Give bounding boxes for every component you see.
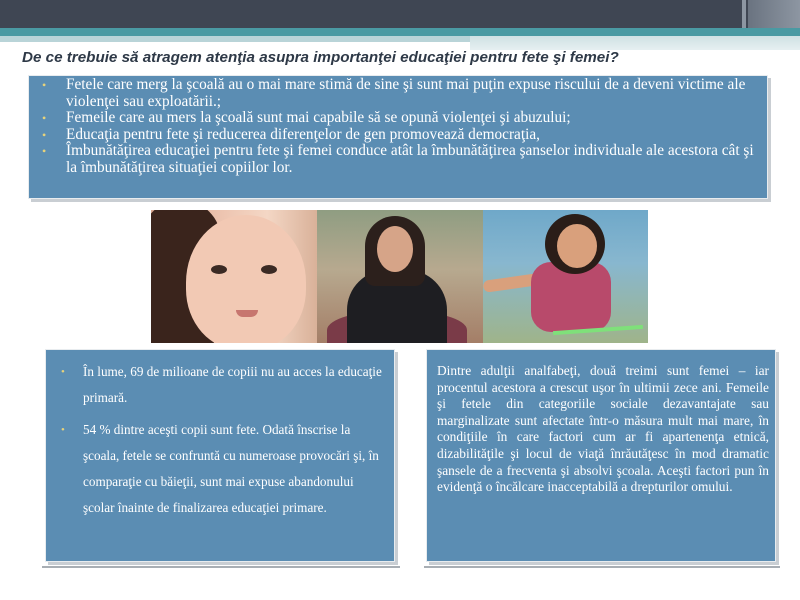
top-bullet-item: • Educaţia pentru fete şi reducerea diferenţelor de gen promovează democraţia, — [66, 127, 760, 144]
right-panel-underline — [424, 566, 780, 568]
photo-shape-mouth — [236, 310, 258, 317]
top-bullet-item: • Fetele care merg la şcoală au o mai mare stimă de sine şi sunt mai puţin expuse riscului de a deveni victime ale violenţei sau exploatării.; — [66, 77, 760, 110]
photo-shape-eye — [211, 265, 227, 274]
header-bar — [0, 0, 800, 28]
photo-shape-face — [377, 226, 413, 272]
left-panel-underline — [42, 566, 400, 568]
photo-girl-portrait-closeup — [151, 210, 317, 343]
right-panel-paragraph: Dintre adulţii analfabeţi, două treimi sunt femei – iar procentul acestora a crescut uşor în ultimii zece ani. Femeile şi fetele din categoriile sociale dezavantajate sau marginalizate sunt afectate într-o măsura mult mai mare, în condiţiile în care factori cum ar fi apartenenţa etnică, dizabilităţile şi locul de viaţă înrăutăţesc în mod dramatic şansele de a frecventa şi absolvi şcoala. Aceşti factori pun în evidenţă o încălcare inacceptabilă a drepturilor omului. — [437, 363, 769, 495]
photo-shape-face — [557, 224, 597, 268]
top-bullet-panel — [28, 75, 768, 199]
photo-shape-face — [186, 215, 306, 343]
left-bullet-list — [45, 349, 395, 521]
top-bullet-item: • Femeile care au mers la şcoală sunt mai capabile să se opună violenţei şi abuzului; — [66, 110, 760, 127]
top-bullet-list — [28, 75, 768, 177]
left-stats-panel — [45, 349, 395, 562]
header-light-stripe-right — [470, 36, 800, 50]
left-bullet-item: • În lume, 69 de milioane de copiii nu au acces la educaţie primară. — [83, 359, 385, 411]
header-teal-stripe — [0, 28, 800, 36]
photo-girl-playing-outdoors — [483, 210, 648, 343]
header-light-stripe — [0, 36, 470, 42]
photo-girl-sitting-outdoors — [317, 210, 483, 343]
right-text-panel — [426, 349, 776, 562]
slide-title: De ce trebuie să atragem atenţia asupra importanţei educaţiei pentru fete şi femei? — [22, 49, 619, 66]
photo-shape-eye — [261, 265, 277, 274]
left-bullet-item: • 54 % dintre aceşti copii sunt fete. Odată înscrise la şcoala, fetele se confruntă cu numeroase provocări şi, în comparaţie cu băieţii, sunt mai expuse abandonului şcolar înainte de finalizarea educaţiei primare. — [83, 417, 385, 521]
header-accent — [748, 0, 800, 28]
top-bullet-item: • Îmbunătăţirea educaţiei pentru fete şi femei conduce atât la îmbunătăţirea şanselor individuale ale acestora cât şi la îmbunătăţirea situaţiei copiilor lor. — [66, 143, 760, 176]
photo-strip — [151, 210, 648, 343]
